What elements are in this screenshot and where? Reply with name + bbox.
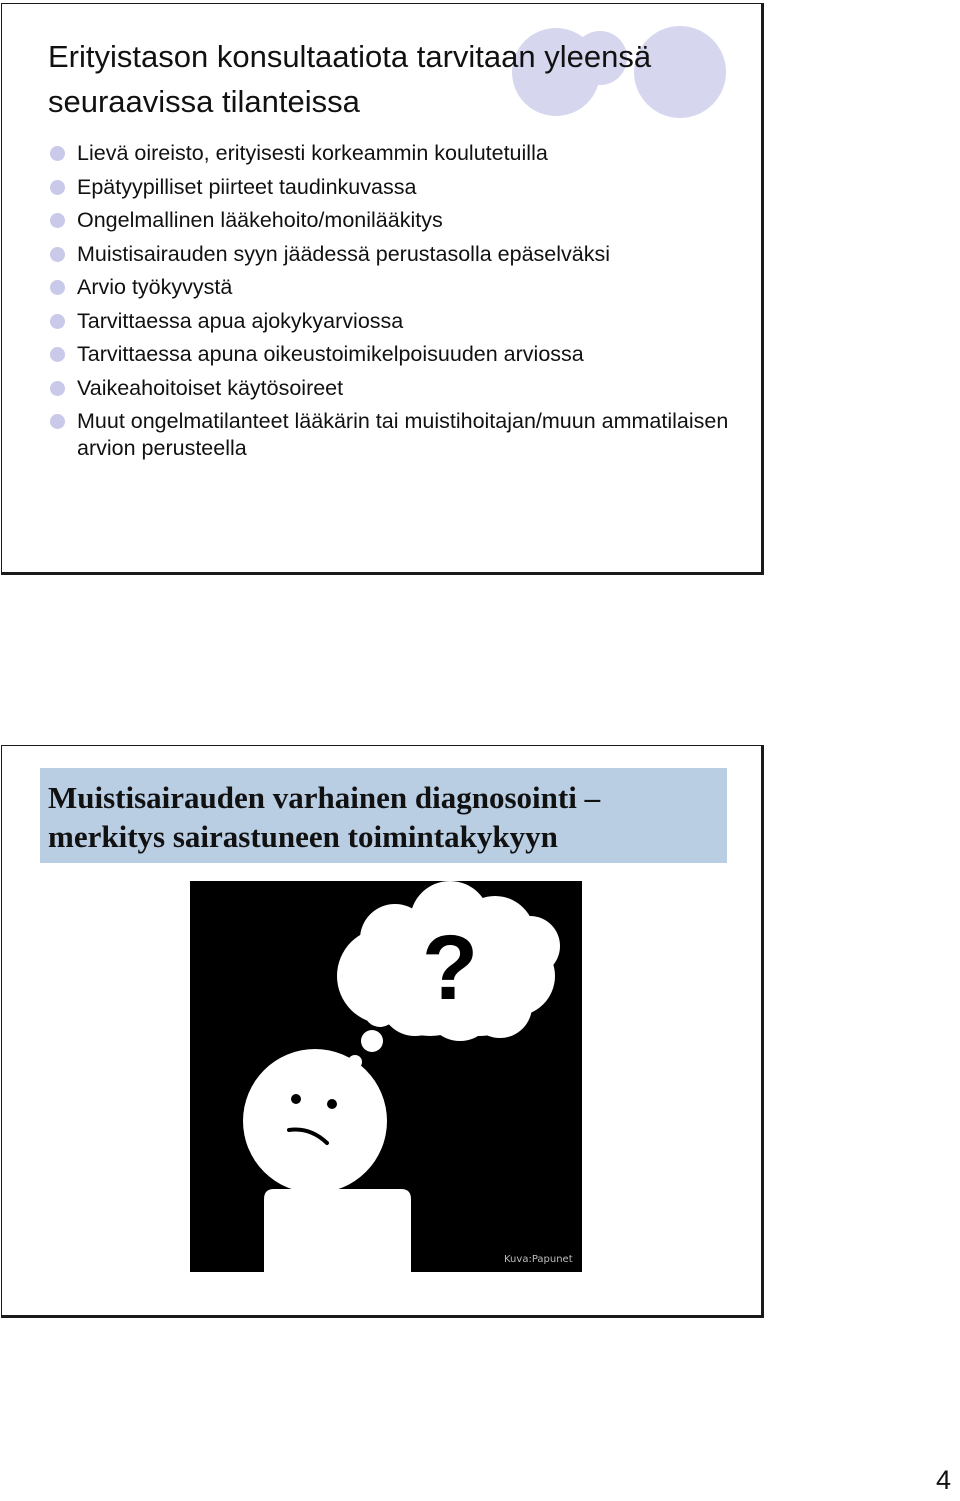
thinking-person-icon bbox=[190, 881, 582, 1272]
bullet-text: Arvio työkyvystä bbox=[77, 275, 233, 299]
bullet-text: Lievä oireisto, erityisesti korkeammin koulutetuilla bbox=[77, 141, 548, 165]
slide-1-title: Erityistason konsultaatiota tarvitaan yleensä seuraavissa tilanteissa bbox=[48, 39, 652, 119]
bullet-icon bbox=[50, 180, 65, 195]
slide-1 bbox=[1, 3, 764, 575]
bullet-text: Vaikeahoitoiset käytösoireet bbox=[77, 375, 344, 400]
bullet-icon bbox=[50, 381, 65, 396]
bullet-icon bbox=[50, 414, 65, 429]
bullet-list bbox=[50, 140, 750, 469]
head-icon bbox=[243, 1049, 387, 1193]
list-item bbox=[50, 341, 750, 368]
bullet-text: Muistisairauden syyn jäädessä perustasolla epäselväksi bbox=[77, 241, 611, 266]
bullet-icon bbox=[50, 314, 65, 329]
list-item bbox=[50, 408, 750, 462]
bullet-icon bbox=[50, 146, 65, 161]
eye-icon bbox=[291, 1094, 301, 1104]
list-item bbox=[50, 140, 750, 167]
bullet-text: Tarvittaessa apuna oikeustoimikelpoisuuden arviossa bbox=[77, 342, 584, 366]
bullet-text: Muut ongelmatilanteet lääkärin tai muistihoitajan/muun ammatilaisen arvion perusteella bbox=[77, 409, 729, 460]
body-icon bbox=[264, 1189, 411, 1272]
page-number: 4 bbox=[936, 1465, 952, 1495]
list-item bbox=[50, 241, 750, 268]
list-item bbox=[50, 308, 750, 335]
list-item bbox=[50, 274, 750, 301]
question-mark-icon: ? bbox=[421, 917, 479, 1019]
list-item bbox=[50, 207, 750, 234]
bullet-icon bbox=[50, 247, 65, 262]
bullet-icon bbox=[50, 213, 65, 228]
thinking-person-picture bbox=[190, 881, 582, 1272]
eye-icon bbox=[327, 1099, 337, 1109]
list-item bbox=[50, 174, 750, 201]
bullet-text: Epätyypilliset piirteet taudinkuvassa bbox=[77, 174, 417, 199]
bullet-text: Ongelmallinen lääkehoito/monilääkitys bbox=[77, 208, 443, 232]
bullet-icon bbox=[50, 280, 65, 295]
list-item bbox=[50, 375, 750, 402]
bullet-text: Tarvittaessa apua ajokykyarviossa bbox=[77, 308, 404, 333]
bullet-icon bbox=[50, 347, 65, 362]
slide-2-title: Muistisairauden varhainen diagnosointi – merkitys sairastuneen toimintakykyyn bbox=[40, 768, 727, 863]
image-credit: Kuva:Papunet bbox=[504, 1254, 573, 1265]
slide-2 bbox=[1, 745, 764, 1318]
